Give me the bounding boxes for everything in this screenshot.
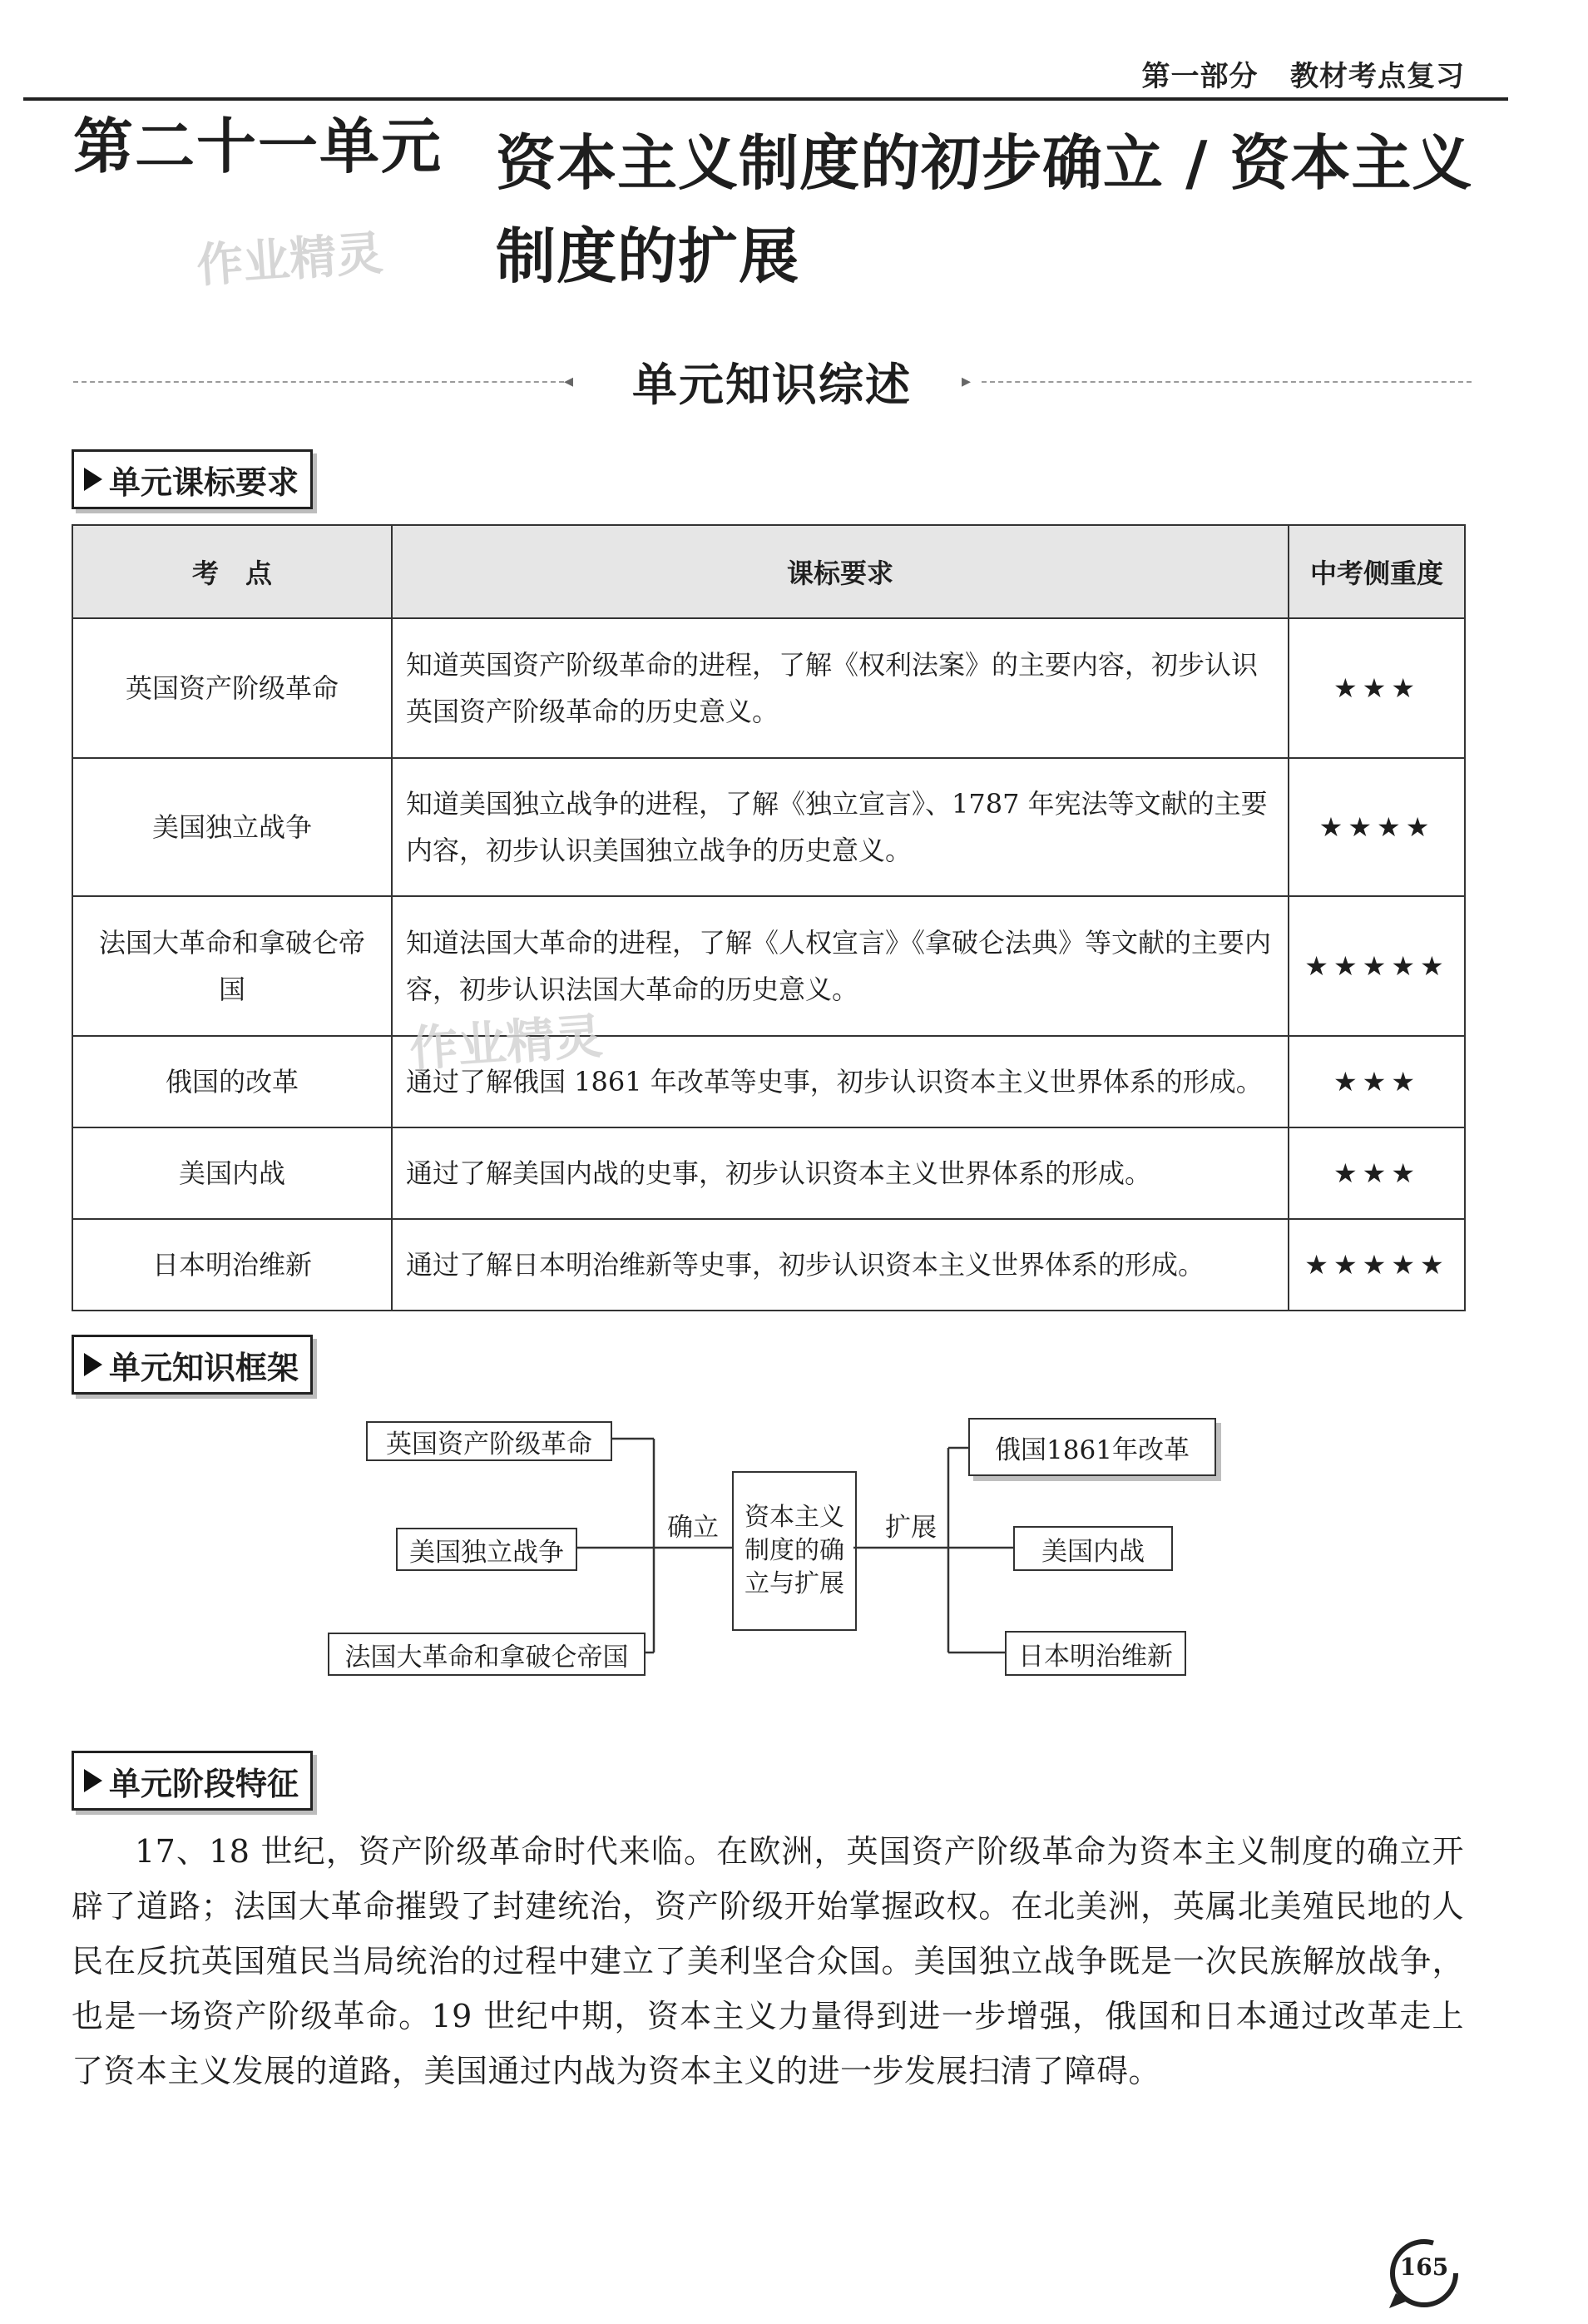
page-number <box>1384 2235 1464 2315</box>
curriculum-tag <box>72 449 313 509</box>
table-row <box>72 1219 1465 1311</box>
point-cell: 俄国的改革 <box>72 1036 392 1127</box>
table-row <box>72 618 1465 758</box>
running-header <box>1141 53 1465 94</box>
requirement-cell: 知道美国独立战争的进程，了解《独立宣言》、1787 年宪法等文献的主要内容，初步认识美国独立战争的历史意义。 <box>392 758 1289 896</box>
point-cell: 美国独立战争 <box>72 758 392 896</box>
table-watermark: 作业精灵 <box>408 1007 605 1078</box>
page-number-text: 165 <box>1399 2253 1449 2281</box>
stage-paragraph: 17、18 世纪，资产阶级革命时代来临。在欧洲，英国资产阶级革命为资本主义制度的确立开辟了道路；法国大革命摧毁了封建统治，资产阶级开始掌握政权。在北美洲，英属北美殖民地的人民在反抗英国殖民当局统治的过程中建立了美利坚合众国。美国独立战争既是一次民族解放战争，也是一场资产阶级革命。19 世纪中期，资本主义力量得到进一步增强，俄国和日本通过改革走上了资本主义发展的道路，美国通过内战为资本主义的进一步发展扫清了障碍。 <box>72 1833 1464 2089</box>
requirement-cell: 知道英国资产阶级革命的进程，了解《权利法案》的主要内容，初步认识英国资产阶级革命的历史意义。 <box>392 618 1289 758</box>
heading-left-ornament: ◂ <box>564 371 574 392</box>
stars-cell: ★★★★ <box>1289 758 1465 896</box>
requirement-cell: 知道法国大革命的进程，了解《人权宣言》《拿破仑法典》等文献的主要内容，初步认识法国大革命的历史意义。 <box>392 896 1289 1036</box>
unit-title-line-1: 资本主义制度的初步确立 / 资本主义 <box>496 127 1473 198</box>
framework-right-node: 日本明治维新 <box>1005 1631 1186 1676</box>
curriculum-tag-label: 单元课标要求 <box>109 463 299 501</box>
header-rule <box>23 97 1508 101</box>
requirement-cell: 通过了解俄国 1861 年改革等史事，初步认识资本主义世界体系的形成。 <box>392 1036 1289 1127</box>
point-cell: 英国资产阶级革命 <box>72 618 392 758</box>
stage-tag-label: 单元阶段特征 <box>109 1765 299 1802</box>
overview-heading <box>73 341 1472 411</box>
triangle-icon <box>84 468 102 491</box>
framework-center-label: 资本主义制度的确立与扩展 <box>745 1503 844 1598</box>
framework-center-node <box>732 1471 857 1631</box>
framework-left-node: 法国大革命和拿破仑帝国 <box>328 1633 646 1676</box>
framework-left-connector: 确立 <box>667 1513 719 1543</box>
triangle-icon <box>84 1769 102 1792</box>
table-header-row <box>72 525 1465 618</box>
table-row <box>72 1036 1465 1127</box>
heading-right-rule <box>982 381 1472 383</box>
table-row <box>72 896 1465 1036</box>
stars-cell: ★★★★★ <box>1289 896 1465 1036</box>
curriculum-table <box>72 524 1466 1311</box>
framework-right-node: 俄国1861年改革 <box>968 1418 1216 1476</box>
col-header-weight: 中考侧重度 <box>1289 525 1465 618</box>
stars-cell: ★★★ <box>1289 1036 1465 1127</box>
point-cell: 日本明治维新 <box>72 1219 392 1311</box>
heading-right-ornament: ▸ <box>962 371 972 392</box>
table-row <box>72 1127 1465 1219</box>
unit-title-line-2: 制度的扩展 <box>496 221 800 291</box>
stage-tag <box>72 1751 313 1811</box>
col-header-point: 考 点 <box>72 525 392 618</box>
unit-title <box>496 116 1494 303</box>
watermark: 作业精灵 <box>195 226 385 294</box>
header-section: 第一部分 <box>1141 60 1259 93</box>
header-chapter: 教材考点复习 <box>1290 60 1465 93</box>
heading-left-rule <box>73 381 564 383</box>
framework-tag-label: 单元知识框架 <box>109 1349 299 1386</box>
table-row <box>72 758 1465 896</box>
requirement-cell: 通过了解美国内战的史事，初步认识资本主义世界体系的形成。 <box>392 1127 1289 1219</box>
stars-cell: ★★★ <box>1289 1127 1465 1219</box>
requirement-cell: 通过了解日本明治维新等史事，初步认识资本主义世界体系的形成。 <box>392 1219 1289 1311</box>
col-header-requirement: 课标要求 <box>392 525 1289 618</box>
framework-right-node: 美国内战 <box>1013 1526 1173 1571</box>
framework-tag <box>72 1335 313 1395</box>
framework-left-node: 英国资产阶级革命 <box>366 1421 612 1461</box>
stars-cell: ★★★ <box>1289 618 1465 758</box>
overview-heading-text: 单元知识综述 <box>632 358 912 411</box>
framework-left-node: 美国独立战争 <box>396 1528 577 1571</box>
triangle-icon <box>84 1353 102 1376</box>
point-cell: 法国大革命和拿破仑帝国 <box>72 896 392 1036</box>
stars-cell: ★★★★★ <box>1289 1219 1465 1311</box>
framework-right-connector: 扩展 <box>885 1513 937 1543</box>
unit-number: 第二十一单元 <box>73 111 443 181</box>
point-cell: 美国内战 <box>72 1127 392 1219</box>
